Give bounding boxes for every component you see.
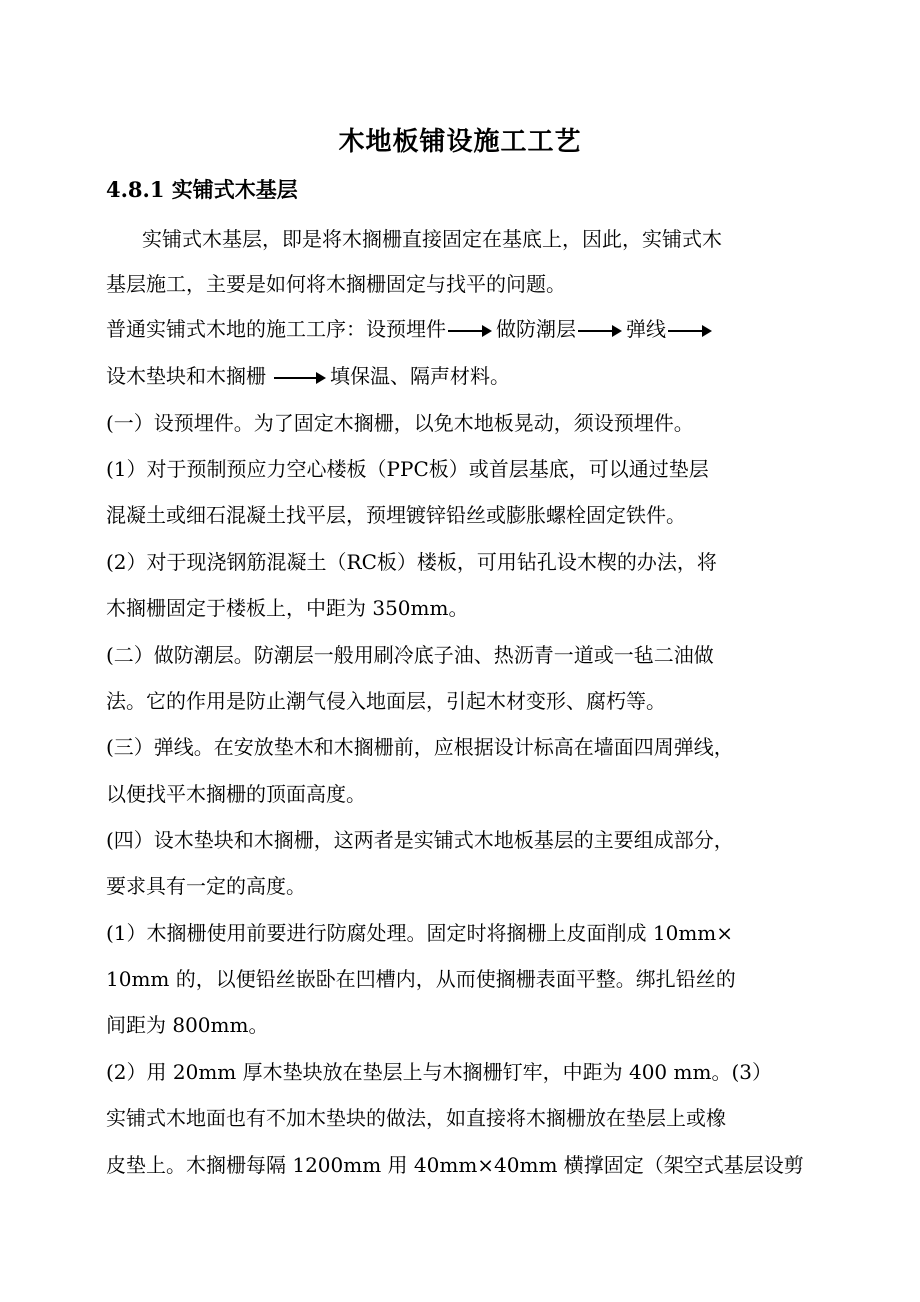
arrow-right-icon — [274, 377, 324, 379]
paragraph-line: 间距为 800mm。 — [106, 1013, 269, 1037]
process-step-4: 设木垫块和木搁栅 — [106, 364, 266, 388]
paragraph-line: 10mm 的，以便铅丝嵌卧在凹槽内，从而使搁栅表面平整。绑扎铅丝的 — [106, 967, 736, 991]
document-title: 木地板铺设施工工艺 — [338, 127, 582, 157]
process-intro: 普通实铺式木地的施工工序：设预埋件 — [106, 317, 446, 341]
arrow-right-icon — [578, 330, 620, 332]
section-heading: 4.8.1 实铺式木基层 — [106, 177, 298, 202]
paragraph-line: 实铺式木地面也有不加木垫块的做法，如直接将木搁栅放在垫层上或橡 — [106, 1106, 726, 1130]
process-step-5: 填保温、隔声材料。 — [330, 364, 510, 388]
process-line-1 — [106, 312, 818, 346]
paragraph-line: 法。它的作用是防止潮气侵入地面层，引起木材变形、腐朽等。 — [106, 689, 666, 713]
paragraph-line: (2）对于现浇钢筋混凝土（RC板）楼板，可用钻孔设木楔的办法，将 — [106, 550, 717, 574]
arrow-right-icon — [448, 330, 490, 332]
paragraph-line: 基层施工，主要是如何将木搁栅固定与找平的问题。 — [106, 272, 566, 296]
paragraph-line: (三）弹线。在安放垫木和木搁栅前，应根据设计标高在墙面四周弹线， — [106, 735, 734, 759]
paragraph-line: 混凝土或细石混凝土找平层，预埋镀锌铅丝或膨胀螺栓固定铁件。 — [106, 503, 686, 527]
arrow-right-icon — [668, 330, 710, 332]
paragraph-line: (1）木搁栅使用前要进行防腐处理。固定时将搁栅上皮面削成 10mm× — [106, 921, 734, 945]
paragraph-line: 要求具有一定的高度。 — [106, 874, 306, 898]
paragraph-line: 木搁栅固定于楼板上，中距为 350mm。 — [106, 596, 469, 620]
paragraph-line: (1）对于预制预应力空心楼板（PPC板）或首层基底，可以通过垫层 — [106, 457, 709, 481]
paragraph-line: (二）做防潮层。防潮层一般用刷冷底子油、热沥青一道或一毡二油做 — [106, 643, 714, 667]
paragraph-line: 实铺式木基层，即是将木搁栅直接固定在基底上，因此，实铺式木 — [142, 227, 722, 251]
paragraph-line: 皮垫上。木搁栅每隔 1200mm 用 40mm×40mm 横撑固定（架空式基层设剪 — [106, 1153, 804, 1177]
process-step-2: 做防潮层 — [496, 317, 576, 341]
paragraph-line: (2）用 20mm 厚木垫块放在垫层上与木搁栅钉牢，中距为 400 mm。(3） — [106, 1060, 772, 1084]
paragraph-line: (四）设木垫块和木搁栅，这两者是实铺式木地板基层的主要组成部分， — [106, 828, 734, 852]
paragraph-line: (一）设预埋件。为了固定木搁栅，以免木地板晃动，须设预埋件。 — [106, 411, 694, 435]
process-step-3: 弹线 — [626, 317, 666, 341]
process-line-2 — [106, 359, 818, 393]
paragraph-line: 以便找平木搁栅的顶面高度。 — [106, 782, 366, 806]
